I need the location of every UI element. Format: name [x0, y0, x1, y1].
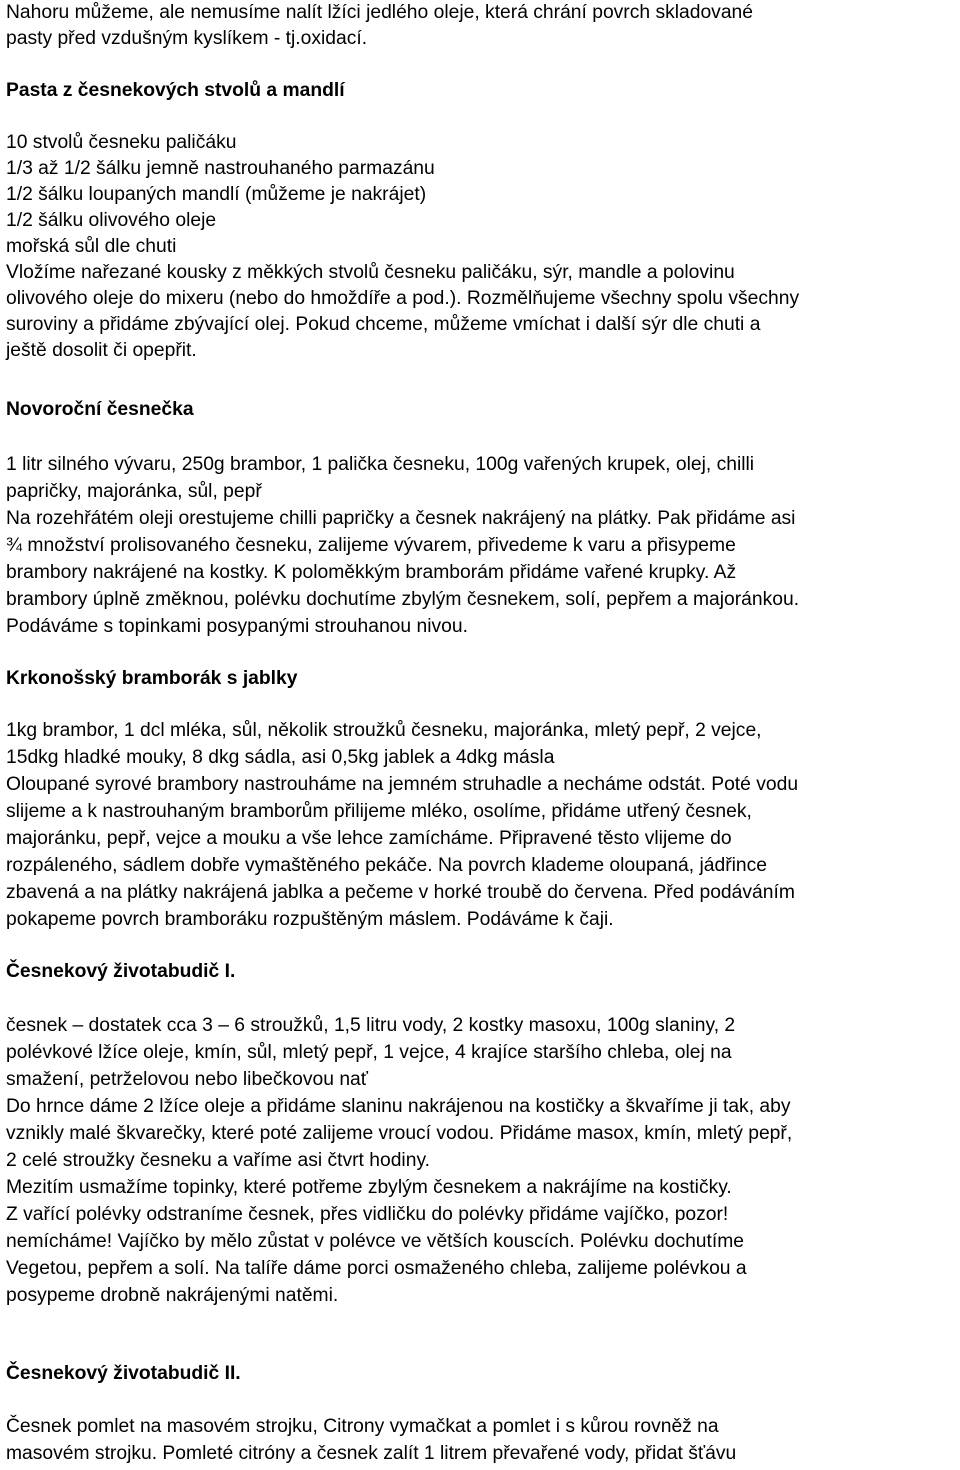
text-line: Mezitím usmažíme topinky, které potřeme zbylým česnekem a nakrájíme na kostičky.	[6, 1177, 732, 1198]
text-line: Z vařící polévky odstraníme česnek, přes vidličku do polévky přidáme vajíčko, pozor!	[6, 1204, 729, 1225]
recipe-title: Krkonošský bramborák s jablky	[6, 668, 298, 689]
text-line: Vložíme nařezané kousky z měkkých stvolů česneku paličáku, sýr, mandle a polovinu	[6, 262, 735, 283]
text-line: Na rozehřátém oleji orestujeme chilli papričky a česnek nakrájený na plátky. Pak přidáme asi	[6, 508, 796, 529]
ingredient-line: mořská sůl dle chuti	[6, 236, 177, 257]
text-line: 2 celé stroužky česneku a vaříme asi čtvrt hodiny.	[6, 1150, 431, 1171]
text-line: smažení, petrželovou nebo libečkovou nať	[6, 1069, 369, 1090]
ingredient-line: 1/2 šálku olivového oleje	[6, 210, 217, 231]
recipe-title: Česnekový životabudič I.	[6, 961, 236, 982]
text-line: slijeme a k nastrouhaným bramborům přilijeme mléko, osolíme, přidáme utřený česnek,	[6, 801, 752, 822]
ingredient-line: 10 stvolů česneku paličáku	[6, 132, 237, 153]
text-line: Nahoru můžeme, ale nemusíme nalít lžíci jedlého oleje, která chrání povrch skladované	[6, 2, 753, 23]
text-line: posypeme drobně nakrájenými natěmi.	[6, 1285, 339, 1306]
text-line: ¾ množství prolisovaného česneku, zalijeme vývarem, přivedeme k varu a přisypeme	[6, 535, 736, 556]
recipe-title: Novoroční česnečka	[6, 399, 194, 420]
recipe-title: Pasta z česnekových stvolů a mandlí	[6, 80, 345, 101]
text-line: 15dkg hladké mouky, 8 dkg sádla, asi 0,5kg jablek a 4dkg másla	[6, 747, 555, 768]
text-line: vznikly malé škvarečky, které poté zalijeme vroucí vodou. Přidáme masox, kmín, mletý pepř,	[6, 1123, 793, 1144]
text-line: Oloupané syrové brambory nastrouháme na jemném struhadle a necháme odstát. Poté vodu	[6, 774, 799, 795]
text-line: masovém strojku. Pomleté citróny a česnek zalít 1 litrem převařené vody, přidat šťávu	[6, 1443, 737, 1464]
text-line: rozpáleného, sádlem dobře vymaštěného pekáče. Na povrch klademe oloupaná, jádřince	[6, 855, 768, 876]
text-line: nemícháme! Vajíčko by mělo zůstat v polévce ve větších kouscích. Polévku dochutíme	[6, 1231, 745, 1252]
text-line: česnek – dostatek cca 3 – 6 stroužků, 1,5 litru vody, 2 kostky masoxu, 100g slaniny, 2	[6, 1015, 736, 1036]
text-line: Česnek pomlet na masovém strojku, Citrony vymačkat a pomlet i s kůrou rovněž na	[6, 1416, 719, 1437]
text-line: suroviny a přidáme zbývající olej. Pokud chceme, můžeme vmíchat i další sýr dle chuti a	[6, 314, 761, 335]
text-line: 1kg brambor, 1 dcl mléka, sůl, několik stroužků česneku, majoránka, mletý pepř, 2 vejce,	[6, 720, 762, 741]
text-line: ještě dosolit či opepřit.	[6, 340, 197, 361]
text-line: majoránku, pepř, vejce a mouku a vše lehce zamícháme. Připravené těsto vlijeme do	[6, 828, 732, 849]
text-line: Vegetou, pepřem a solí. Na talíře dáme porci osmaženého chleba, zalijeme polévkou a	[6, 1258, 747, 1279]
text-line: papričky, majoránka, sůl, pepř	[6, 481, 262, 502]
text-line: pokapeme povrch bramboráku rozpuštěným máslem. Podáváme k čaji.	[6, 909, 614, 930]
text-line: polévkové lžíce oleje, kmín, sůl, mletý pepř, 1 vejce, 4 krajíce staršího chleba, olej na	[6, 1042, 732, 1063]
text-line: 1 litr silného vývaru, 250g brambor, 1 palička česneku, 100g vařených krupek, olej, chilli	[6, 454, 755, 475]
ingredient-line: 1/2 šálku loupaných mandlí (můžeme je nakrájet)	[6, 184, 427, 205]
text-line: brambory nakrájené na kostky. K poloměkkým bramborám přidáme vařené krupky. Až	[6, 562, 737, 583]
text-line: Podáváme s topinkami posypanými strouhanou nivou.	[6, 616, 468, 637]
text-line: pasty před vzdušným kyslíkem - tj.oxidací.	[6, 28, 368, 49]
ingredient-line: 1/3 až 1/2 šálku jemně nastrouhaného parmazánu	[6, 158, 435, 179]
text-line: zbavená a na plátky nakrájená jablka a pečeme v horké troubě do červena. Před podáváním	[6, 882, 795, 903]
text-line: olivového oleje do mixeru (nebo do hmoždíře a pod.). Rozmělňujeme všechny spolu všechny	[6, 288, 800, 309]
text-line: brambory úplně změknou, polévku dochutíme zbylým česnekem, solí, pepřem a majoránkou.	[6, 589, 800, 610]
text-line: Do hrnce dáme 2 lžíce oleje a přidáme slaninu nakrájenou na kostičky a škvaříme ji tak, aby	[6, 1096, 791, 1117]
recipe-title: Česnekový životabudič II.	[6, 1363, 241, 1384]
